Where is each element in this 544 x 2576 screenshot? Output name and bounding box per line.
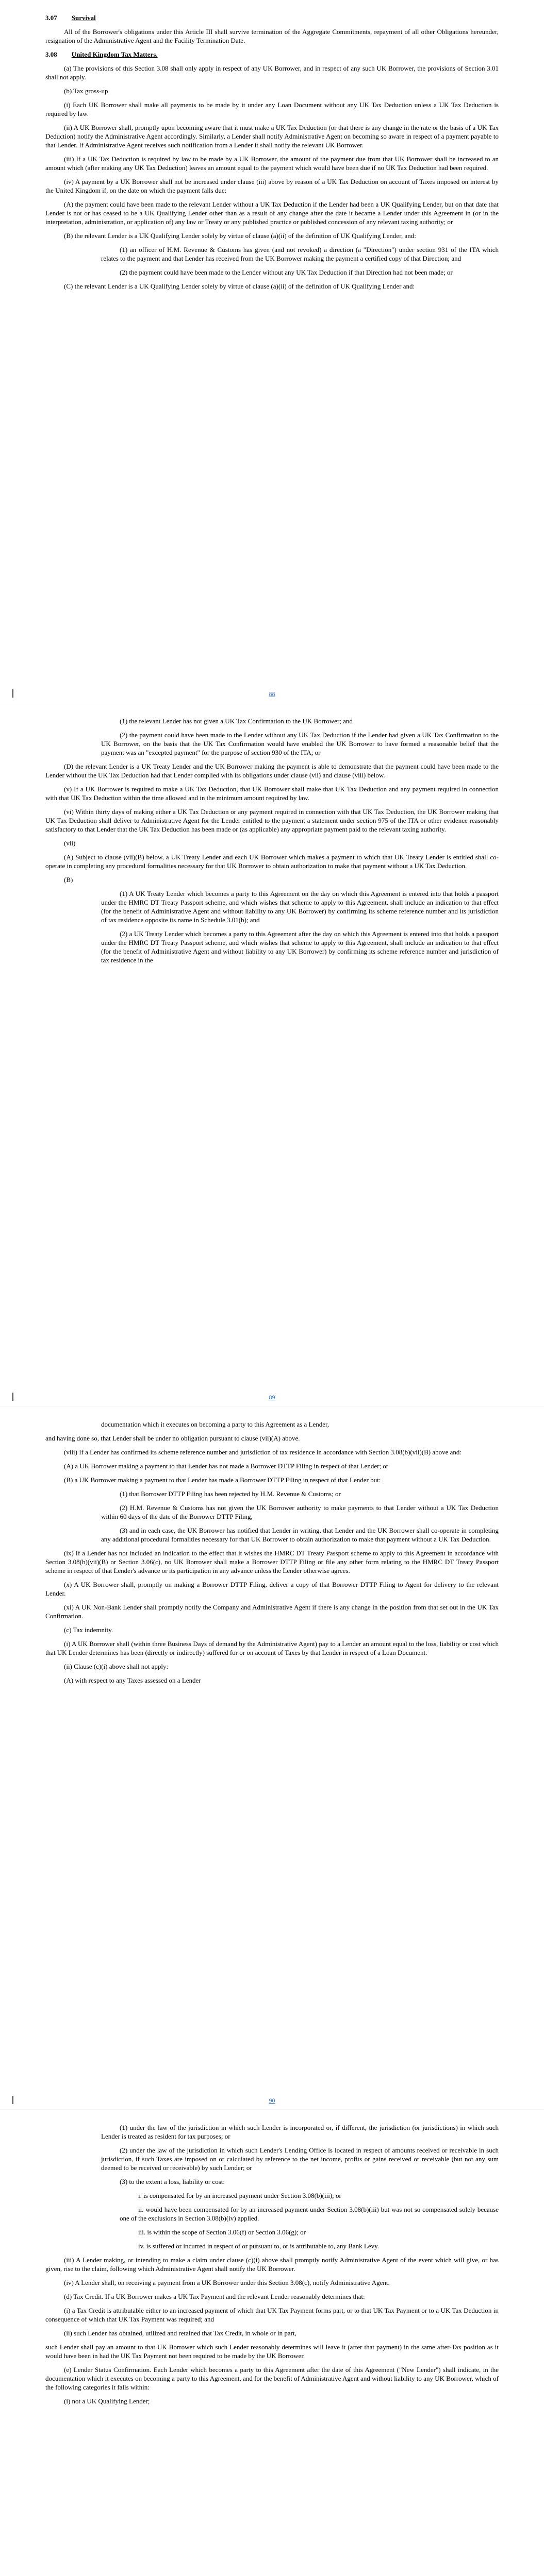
- section-title: Survival: [71, 14, 96, 22]
- page-number[interactable]: 89: [269, 1394, 275, 1401]
- paragraph: (iv) A Lender shall, on receiving a payment from a UK Borrower under this Section 3.08(c), notify Administrative Agent.: [64, 2279, 390, 2286]
- paragraph: (C) the relevant Lender is a UK Qualifying Lender solely by virtue of clause (a)(ii) of the definition of UK Qualifying Lender and:: [64, 282, 415, 290]
- paragraph: and having done so, that Lender shall be under no obligation pursuant to clause (vii)(A) above.: [45, 1434, 300, 1442]
- page-content: [45, 2123, 499, 2411]
- paragraph: (b) Tax gross-up: [64, 87, 108, 95]
- paragraph: (2) a UK Treaty Lender which becomes a party to this Agreement after the day on which this Agreement is entered into that holds a passport under the HMRC DT Treaty Passport scheme, and which wishes that scheme to apply to this Agreement, shall include an indication to that effect (for the benefit of Administrative Agent and without liability to any UK Borrower) by confirming its scheme reference number and jurisdiction of tax residence in the: [101, 930, 499, 964]
- paragraph: (A) with respect to any Taxes assessed on a Lender: [64, 1676, 201, 1684]
- paragraph: (viii) If a Lender has confirmed its scheme reference number and jurisdiction of tax residence in accordance with Section 3.08(b)(vii)(B) above and:: [64, 1448, 462, 1456]
- document-page: [0, 2110, 544, 2576]
- paragraph: (ii) Clause (c)(i) above shall not apply:: [64, 1663, 169, 1670]
- paragraph: (3) and in each case, the UK Borrower has notified that Lender in writing, that Lender and the UK Borrower shall co-operate in completing any additional procedural formalities necessary for that UK Borrower to obtain authorization to make that payment without a UK Tax Deduction.: [101, 1527, 499, 1543]
- paragraph: (2) the payment could have been made to the Lender without any UK Tax Deduction if the Lender had given a UK Tax Confirmation to the UK Borrower, on the basis that the UK Tax Confirmation would have enabled the UK Borrower to have formed a reasonable belief that the payment was an "excepted payment" for the purpose of section 930 of the ITA; or: [101, 731, 499, 756]
- section-heading: [45, 13, 499, 22]
- document-page: [0, 1406, 544, 2110]
- paragraph: (D) the relevant Lender is a UK Treaty Lender and the UK Borrower making the payment is able to demonstrate that the payment could have been made to the Lender without the UK Tax Deduction had that Lender complied with its obligations under clause (vii) and clause (viii) below.: [45, 762, 499, 779]
- paragraph: (xi) A UK Non-Bank Lender shall promptly notify the Company and Administrative Agent if there is any change in the position from that set out in the UK Tax Confirmation.: [45, 1603, 499, 1620]
- paragraph: (ii) A UK Borrower shall, promptly upon becoming aware that it must make a UK Tax Deduction (or that there is any change in the rate or the basis of a UK Tax Deduction) notify the Administrative Agent accordingly. Similarly, a Lender shall notify Administrative Agent on becoming so aware in respect of a payment payable to that Lender. If Administrative Agent receives such notification from a Lender it shall notify the relevant UK Borrower.: [45, 124, 499, 149]
- paragraph: (i) Each UK Borrower shall make all payments to be made by it under any Loan Document without any UK Tax Deduction unless a UK Tax Deduction is required by law.: [45, 101, 499, 117]
- paragraph: (i) a Tax Credit is attributable either to an increased payment of which that UK Tax Payment forms part, or to that UK Tax Payment or to a UK Tax Deduction in consequence of which that UK Tax Payment was required; and: [45, 2307, 499, 2323]
- paragraph: (vii): [64, 839, 76, 847]
- paragraph: i. is compensated for by an increased payment under Section 3.08(b)(iii); or: [138, 2192, 341, 2199]
- section-number: 3.07: [45, 14, 57, 22]
- page-content: [45, 13, 499, 296]
- paragraph: (iii) A Lender making, or intending to make a claim under clause (c)(i) above shall promptly notify Administrative Agent of the event which will give, or has given, rise to the claim, following which Administrative Agent shall notify the UK Borrower.: [45, 2256, 499, 2273]
- paragraph: (3) to the extent a loss, liability or cost:: [120, 2178, 225, 2185]
- paragraph: (v) If a UK Borrower is required to make a UK Tax Deduction, that UK Borrower shall make that UK Tax Deduction and any payment required in connection with that UK Tax Deduction within the time allowed and in the minimum amount required by law.: [45, 785, 499, 802]
- paragraph: (A) the payment could have been made to the relevant Lender without a UK Tax Deduction if the Lender had been a UK Qualifying Lender, but on that date that Lender is not or has ceased to be a UK Qualifying Lender other than as a result of any change after the date it became a Lender under this Agreement in (or in the interpretation, administration, or application of) any law or Treaty or any published practice or published concession of any relevant taxing authority; or: [45, 200, 499, 226]
- paragraph: (B) the relevant Lender is a UK Qualifying Lender solely by virtue of clause (a)(ii) of the definition of UK Qualifying Lender, and:: [64, 232, 416, 240]
- paragraph: (iii) If a UK Tax Deduction is required by law to be made by a UK Borrower, the amount of the payment due from that UK Borrower shall be increased to an amount which (after making any UK Tax Deduction) leaves an amount equal to the payment which would have been due if no UK Tax Deduction had been required.: [45, 155, 499, 172]
- paragraph: (1) A UK Treaty Lender which becomes a party to this Agreement on the day on which this Agreement is entered into that holds a passport under the HMRC DT Treaty Passport scheme, and which wishes that scheme to apply to this Agreement, shall include an indication to that effect (for the benefit of Administrative Agent and without liability to any UK Borrower) by confirming its scheme reference number and its jurisdiction of tax residence opposite its name in Schedule 3.01(b); and: [101, 890, 499, 924]
- document-page: [0, 0, 544, 703]
- paragraph: (ii) such Lender has obtained, utilized and retained that Tax Credit, in whole or in part,: [64, 2329, 296, 2337]
- paragraph: (2) H.M. Revenue & Customs has not given the UK Borrower authority to make payments to that Lender without a UK Tax Deduction within 60 days of the date of the Borrower DTTP Filing,: [101, 1504, 499, 1520]
- paragraph: ii. would have been compensated for by an increased payment under Section 3.08(b)(iii) but was not so compensated solely because one of the exclusions in Section 3.08(b)(iv) applied.: [120, 2206, 499, 2222]
- paragraph: All of the Borrower's obligations under this Article III shall survive termination of the Aggregate Commitments, repayment of all other Obligations hereunder, resignation of the Administrative Agent and the Facility Termination Date.: [45, 28, 499, 44]
- paragraph: (c) Tax indemnity.: [64, 1626, 113, 1634]
- section-heading: [45, 50, 499, 59]
- paragraph: documentation which it executes on becoming a party to this Agreement as a Lender,: [101, 1420, 329, 1428]
- paragraph: (2) under the law of the jurisdiction in which such Lender's Lending Office is located in respect of amounts received or receivable in such jurisdiction, if such Taxes are imposed on or calculated by reference to the net income, profits or gains received or receivable (but not any sum deemed to be received or receivable) by such Lender; or: [101, 2146, 499, 2172]
- paragraph: (ix) If a Lender has not included an indication to the effect that it wishes the HMRC DT Treaty Passport scheme to apply to this Agreement in accordance with Section 3.08(b)(vii)(B) or Section 3.06(c), no UK Borrower shall make a Borrower DTTP Filing or file any other form relating to the HMRC DT Treaty Passport scheme in respect of that Lender's advance or its participation in any advance unless the Lender otherwise agrees.: [45, 1549, 499, 1574]
- paragraph: (vi) Within thirty days of making either a UK Tax Deduction or any payment required in connection with that UK Tax Deduction, the UK Borrower making that UK Tax Deduction shall deliver to Administrative Agent for the Lender entitled to the payment a statement under section 975 of the ITA or other evidence reasonably satisfactory to that Lender that the UK Tax Deduction has been made or (as applicable) any appropriate payment paid to the relevant taxing authority.: [45, 808, 499, 833]
- paragraph: (1) that Borrower DTTP Filing has been rejected by H.M. Revenue & Customs; or: [120, 1490, 341, 1498]
- paragraph: iii. is within the scope of Section 3.06(f) or Section 3.06(g); or: [138, 2228, 306, 2236]
- page-number[interactable]: 90: [269, 2097, 275, 2104]
- page-content: [45, 1420, 499, 1690]
- paragraph: (1) an officer of H.M. Revenue & Customs has given (and not revoked) a direction (a "Direction") under section 931 of the ITA which relates to the payment and that Lender has received from the UK Borrower making the payment a certified copy of that Direction; and: [101, 246, 499, 262]
- paragraph: such Lender shall pay an amount to that UK Borrower which such Lender reasonably determines will leave it (after that payment) in the same after-Tax position as it would have been in had the UK Tax Payment not been required to be made by the UK Borrower.: [45, 2343, 499, 2360]
- paragraph: (i) A UK Borrower shall (within three Business Days of demand by the Administrative Agent) pay to a Lender an amount equal to the loss, liability or cost which that UK Lender determines has been (directly or indirectly) suffered for or on account of Taxes by that Lender in respect of a Loan Document.: [45, 1640, 499, 1656]
- paragraph: (1) the relevant Lender has not given a UK Tax Confirmation to the UK Borrower; and: [120, 717, 353, 725]
- document-page: [0, 703, 544, 1406]
- page-number[interactable]: 88: [269, 690, 275, 698]
- paragraph: (d) Tax Credit. If a UK Borrower makes a UK Tax Payment and the relevant Lender reasonably determines that:: [64, 2293, 365, 2300]
- paragraph: (a) The provisions of this Section 3.08 shall only apply in respect of any UK Borrower, and in respect of any such UK Borrower, the provisions of Section 3.01 shall not apply.: [45, 64, 499, 81]
- paragraph: (e) Lender Status Confirmation. Each Lender which becomes a party to this Agreement after the date of this Agreement ("New Lender") shall indicate, in the documentation which it executes on becoming a party to this Agreement, and for the benefit of Administrative Agent and without liability to any UK Borrower, which of the following categories it falls within:: [45, 2366, 499, 2391]
- paragraph: (1) under the law of the jurisdiction in which such Lender is incorporated or, if different, the jurisdiction (or jurisdictions) in which such Lender is treated as resident for tax purposes; or: [101, 2124, 499, 2140]
- paragraph: iv. is suffered or incurred in respect of or pursuant to, or is attributable to, any Bank Levy.: [138, 2242, 380, 2250]
- paragraph: (A) Subject to clause (vii)(B) below, a UK Treaty Lender and each UK Borrower which makes a payment to which that UK Treaty Lender is entitled shall co-operate in completing any procedural formalities necessary for that UK Borrower to obtain authorization to make that payment without a UK Tax Deduction.: [45, 853, 499, 870]
- page-content: [45, 717, 499, 970]
- section-title: United Kingdom Tax Matters.: [71, 50, 158, 58]
- paragraph: (B) a UK Borrower making a payment to that Lender has made a Borrower DTTP Filing in respect of that Lender but:: [64, 1476, 381, 1484]
- paragraph: (x) A UK Borrower shall, promptly on making a Borrower DTTP Filing, deliver a copy of that Borrower DTTP Filing to Agent for delivery to the relevant Lender.: [45, 1581, 499, 1597]
- paragraph: (A) a UK Borrower making a payment to that Lender has not made a Borrower DTTP Filing in respect of that Lender; or: [64, 1462, 389, 1470]
- paragraph: (i) not a UK Qualifying Lender;: [64, 2397, 150, 2405]
- paragraph: (2) the payment could have been made to the Lender without any UK Tax Deduction if that Direction had not been made; or: [120, 268, 453, 276]
- paragraph: (iv) A payment by a UK Borrower shall not be increased under clause (iii) above by reason of a UK Tax Deduction on account of Taxes imposed on interest by the United Kingdom if, on the date on which the payment falls due:: [45, 178, 499, 194]
- section-number: 3.08: [45, 50, 57, 58]
- paragraph: (B): [64, 876, 73, 884]
